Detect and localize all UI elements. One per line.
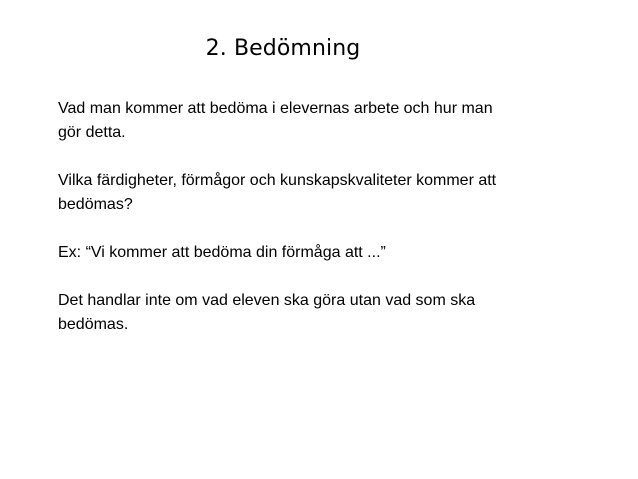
slide-title: 2. Bedömning <box>205 36 361 61</box>
slide-body <box>58 97 578 361</box>
paragraph-line: gör detta. <box>58 124 126 141</box>
paragraph-line: bedömas? <box>58 196 133 213</box>
paragraph-example <box>58 241 578 265</box>
paragraph-line: Vilka färdigheter, förmågor och kunskapskvaliteter kommer att <box>58 172 497 189</box>
paragraph-line: bedömas. <box>58 316 129 333</box>
paragraph-line: Det handlar inte om vad eleven ska göra utan vad som ska <box>58 292 476 309</box>
paragraph-skills-question <box>58 169 578 217</box>
paragraph-line: Vad man kommer att bedöma i elevernas arbete och hur man <box>58 100 493 117</box>
paragraph-assessment-what-how <box>58 97 578 145</box>
paragraph-line: Ex: “Vi kommer att bedöma din förmåga att ...” <box>58 244 386 261</box>
paragraph-clarification <box>58 289 578 337</box>
